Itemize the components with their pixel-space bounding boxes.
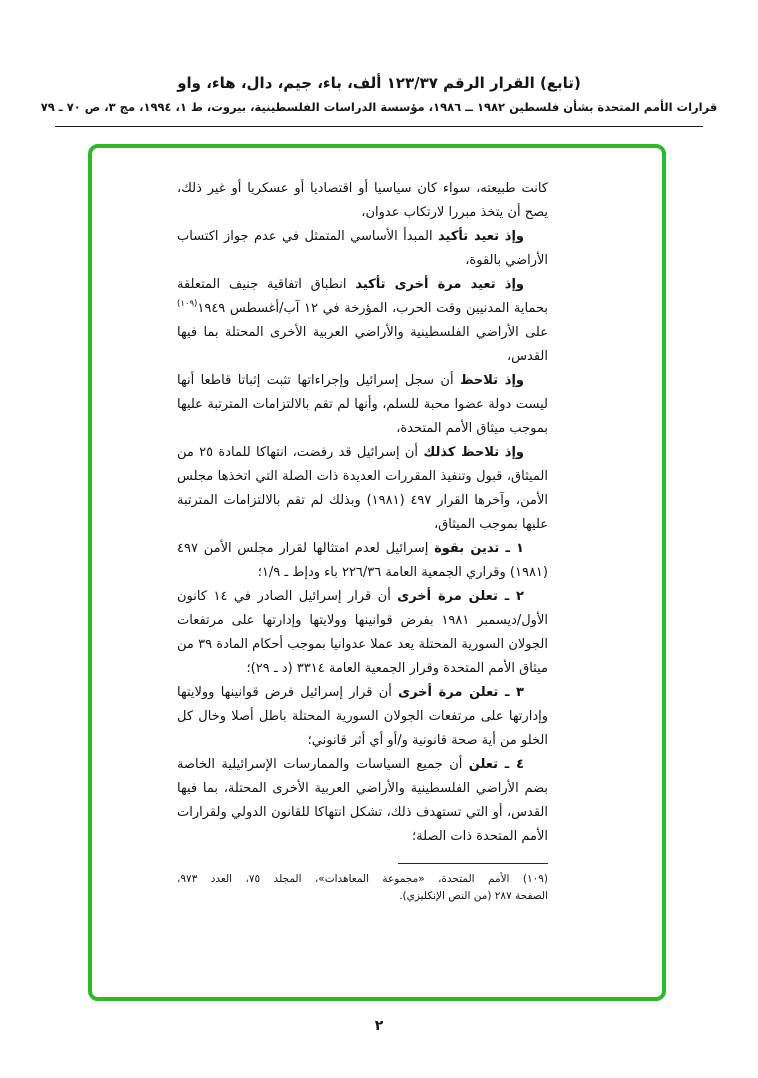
paragraphs [177,177,548,849]
footnote-text [177,871,548,904]
text-run: المبدأ الأساسي المتمثل في عدم جواز اكتساب الأراضي بالقوة، [177,229,548,268]
footnote-line: الصفحة ٢٨٧ (من النص الإنكليزي). [399,889,548,902]
page-number: ٢ [374,1018,384,1034]
paragraph [177,369,548,441]
header-divider [55,126,703,127]
footnote-ref: (١٠٩) [177,299,198,309]
source-citation: قرارات الأمم المتحدة بشأن فلسطين ١٩٨٢ ــ ١٩٨٦، مؤسسة الدراسات الفلسطينية، بيروت، ط ١، ١٩٩٤، مج ٣، ص ٧٠ ـ ٧٩ [40,100,718,114]
lead-phrase: ٣ ـ تعلن مرة أخرى [398,685,524,700]
lead-phrase: وإذ تلاحظ كذلك [423,445,525,460]
text-run: أن إسرائيل قد رفضت، انتهاكا للمادة ٢٥ من الميثاق، قبول وتنفيذ المقررات العديدة ذات الصلة التي اتخذها مجلس الأمن، وآخرها القرار ٤٩٧ (١٩٨١) وبذلك لم تقم بالالتزامات المترتبة عليها بموجب الميثاق، [177,445,548,532]
text-run: على الأراضي الفلسطينية والأراضي العربية الأخرى المحتلة بما فيها القدس، [177,325,548,364]
lead-phrase: وإذ تعيد مرة أخرى تأكيد [355,277,524,292]
document-header [0,74,758,114]
document-title: (تابع) القرار الرقم ١٢٣/٣٧ ألف، باء، جيم، دال، هاء، واو [177,74,581,92]
lead-phrase: ٤ ـ تعلن [468,757,524,772]
text-run: أن قرار إسرائيل فرض قوانينها وولايتها وإدارتها على مرتفعات الجولان السورية المحتلة باطل أصلا وخال كل الخلو من أية صحة قانونية و/أو أي أثر قانوني؛ [177,685,548,748]
paragraph [177,273,548,369]
lead-phrase: ٢ ـ تعلن مرة أخرى [397,589,524,604]
lead-phrase: ١ ـ تدين بقوة [434,541,524,556]
footnote-line: (١٠٩) الأمم المتحدة، «مجموعة المعاهدات»، المجلد ٧٥، العدد ٩٧٣، [177,873,548,885]
paragraph [177,225,548,273]
paragraph [177,441,548,537]
paragraph [177,585,548,681]
text-run: أن جميع السياسات والممارسات الإسرائيلية الخاصة بضم الأراضي الفلسطينية والأراضي العربية الأخرى المحتلة، بما فيها القدس، أو التي تستهدف ذلك، تشكل انتهاكا للقانون الدولي ولقرارات الأمم المتحدة ذات الصلة؛ [177,757,548,844]
text-run: كانت طبيعته، سواء كان سياسيا أو اقتصاديا أو عسكريا أو غير ذلك، يصح أن يتخذ مبررا لارتكاب عدوان، [177,181,548,220]
resolution-text [177,177,548,983]
paragraph [177,681,548,753]
paragraph [177,537,548,585]
footnote-separator [398,863,548,864]
lead-phrase: وإذ تلاحظ [459,373,525,388]
text-run: إسرائيل لعدم امتثالها لقرار مجلس الأمن ٤٩٧ (١٩٨١) وقراري الجمعية العامة ٢٢٦/٣٦ باء ودإط ـ ١/٩؛ [177,541,548,580]
lead-phrase: وإذ تعيد تأكيد [438,229,524,244]
paragraph [177,753,548,849]
paragraph [177,177,548,225]
text-run: أن قرار إسرائيل الصادر في ١٤ كانون الأول/ديسمبر ١٩٨١ بفرض قوانينها وولايتها وإدارتها على مرتفعات الجولان السورية المحتلة يعد عملا عدوانيا بموجب أحكام المادة ٣٩ من ميثاق الأمم المتحدة وقرار الجمعية العامة ٣٣١٤ (د ـ ٢٩)؛ [177,589,548,676]
text-run: أن سجل إسرائيل وإجراءاتها تثبت إثباتا قاطعا أنها ليست دولة عضوا محبة للسلم، وأنها لم تقم بالالتزامات المترتبة عليها بموجب ميثاق الأمم المتحدة، [177,373,548,436]
text-run: انطباق اتفاقية جنيف المتعلقة بحماية المدنيين وقت الحرب، المؤرخة في ١٢ آب/أغسطس ١٩٤٩ [177,277,548,316]
